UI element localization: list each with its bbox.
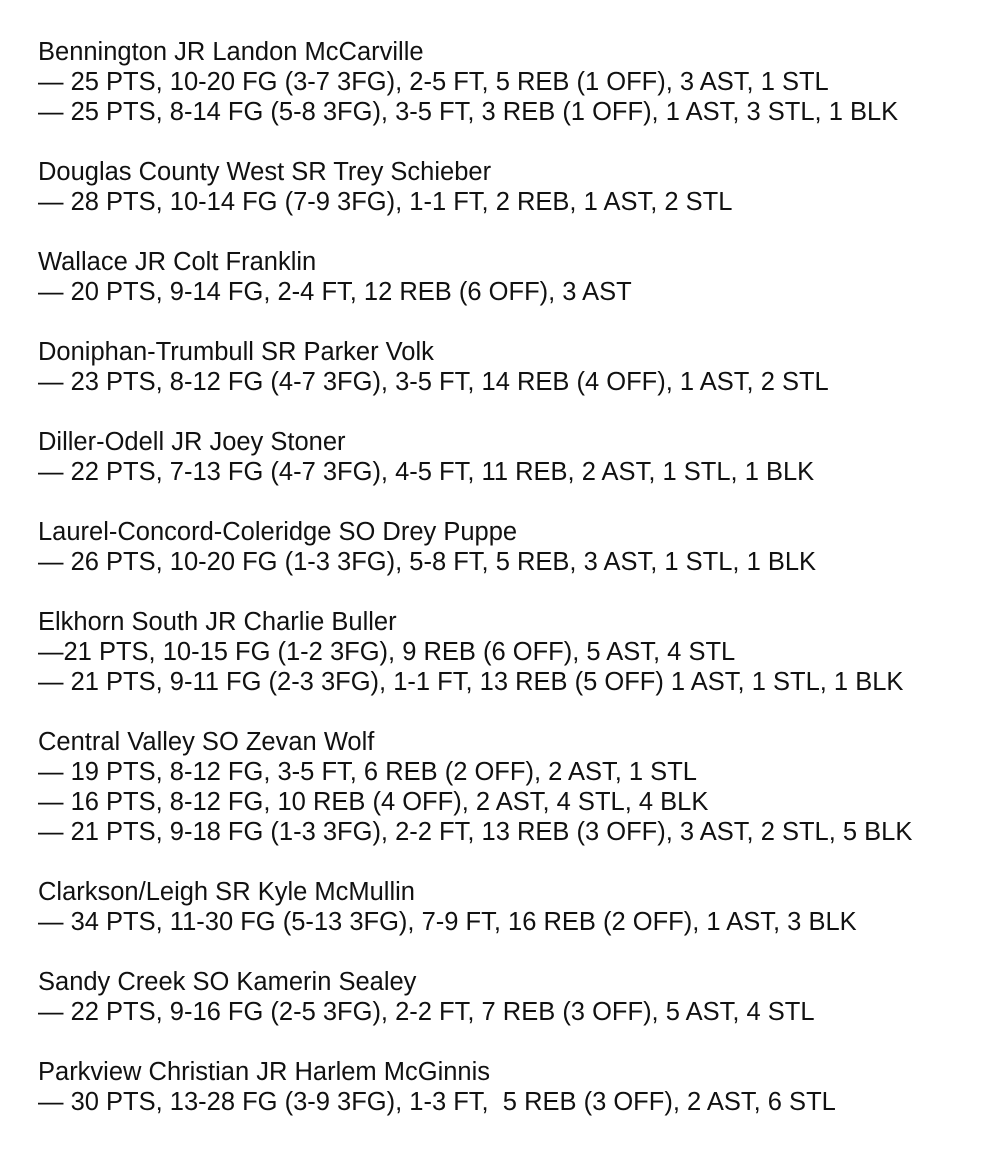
stat-line: — 26 PTS, 10-20 FG (1-3 3FG), 5-8 FT, 5 REB, 3 AST, 1 STL, 1 BLK xyxy=(38,548,817,576)
stat-line: — 21 PTS, 9-18 FG (1-3 3FG), 2-2 FT, 13 REB (3 OFF), 3 AST, 2 STL, 5 BLK xyxy=(38,818,913,846)
player-name: Doniphan-Trumbull SR Parker Volk xyxy=(38,338,434,366)
player-name: Bennington JR Landon McCarville xyxy=(38,38,424,66)
stat-line: — 34 PTS, 11-30 FG (5-13 3FG), 7-9 FT, 16 REB (2 OFF), 1 AST, 3 BLK xyxy=(38,908,857,936)
player-entry xyxy=(38,607,988,697)
player-entry xyxy=(38,967,988,1027)
player-entry xyxy=(38,337,988,397)
player-entry xyxy=(38,517,988,577)
stat-line: — 25 PTS, 10-20 FG (3-7 3FG), 2-5 FT, 5 REB (1 OFF), 3 AST, 1 STL xyxy=(38,68,829,96)
player-name: Clarkson/Leigh SR Kyle McMullin xyxy=(38,878,415,906)
stat-line: — 19 PTS, 8-12 FG, 3-5 FT, 6 REB (2 OFF), 2 AST, 1 STL xyxy=(38,758,697,786)
player-name: Douglas County West SR Trey Schieber xyxy=(38,158,492,186)
stat-line: —21 PTS, 10-15 FG (1-2 3FG), 9 REB (6 OFF), 5 AST, 4 STL xyxy=(38,638,736,666)
player-name: Elkhorn South JR Charlie Buller xyxy=(38,608,397,636)
stat-line: — 28 PTS, 10-14 FG (7-9 3FG), 1-1 FT, 2 REB, 1 AST, 2 STL xyxy=(38,188,733,216)
stat-line: — 20 PTS, 9-14 FG, 2-4 FT, 12 REB (6 OFF), 3 AST xyxy=(38,278,632,306)
stat-line: — 30 PTS, 13-28 FG (3-9 3FG), 1-3 FT, 5 REB (3 OFF), 2 AST, 6 STL xyxy=(38,1088,836,1116)
player-entry xyxy=(38,247,988,307)
player-name: Wallace JR Colt Franklin xyxy=(38,248,317,276)
player-name: Central Valley SO Zevan Wolf xyxy=(38,728,375,756)
player-name: Diller-Odell JR Joey Stoner xyxy=(38,428,346,456)
player-entry xyxy=(38,37,988,127)
player-name: Sandy Creek SO Kamerin Sealey xyxy=(38,968,417,996)
player-name: Laurel-Concord-Coleridge SO Drey Puppe xyxy=(38,518,518,546)
stat-line: — 22 PTS, 9-16 FG (2-5 3FG), 2-2 FT, 7 REB (3 OFF), 5 AST, 4 STL xyxy=(38,998,815,1026)
player-entry xyxy=(38,427,988,487)
player-entry xyxy=(38,727,988,847)
player-name: Parkview Christian JR Harlem McGinnis xyxy=(38,1058,491,1086)
stat-line: — 22 PTS, 7-13 FG (4-7 3FG), 4-5 FT, 11 REB, 2 AST, 1 STL, 1 BLK xyxy=(38,458,815,486)
player-entry xyxy=(38,877,988,937)
stat-line: — 21 PTS, 9-11 FG (2-3 3FG), 1-1 FT, 13 REB (5 OFF) 1 AST, 1 STL, 1 BLK xyxy=(38,668,904,696)
player-entry xyxy=(38,1057,988,1117)
stat-document xyxy=(38,37,988,1147)
stat-line: — 25 PTS, 8-14 FG (5-8 3FG), 3-5 FT, 3 REB (1 OFF), 1 AST, 3 STL, 1 BLK xyxy=(38,98,899,126)
player-entry xyxy=(38,157,988,217)
stat-line: — 23 PTS, 8-12 FG (4-7 3FG), 3-5 FT, 14 REB (4 OFF), 1 AST, 2 STL xyxy=(38,368,829,396)
stat-line: — 16 PTS, 8-12 FG, 10 REB (4 OFF), 2 AST, 4 STL, 4 BLK xyxy=(38,788,709,816)
